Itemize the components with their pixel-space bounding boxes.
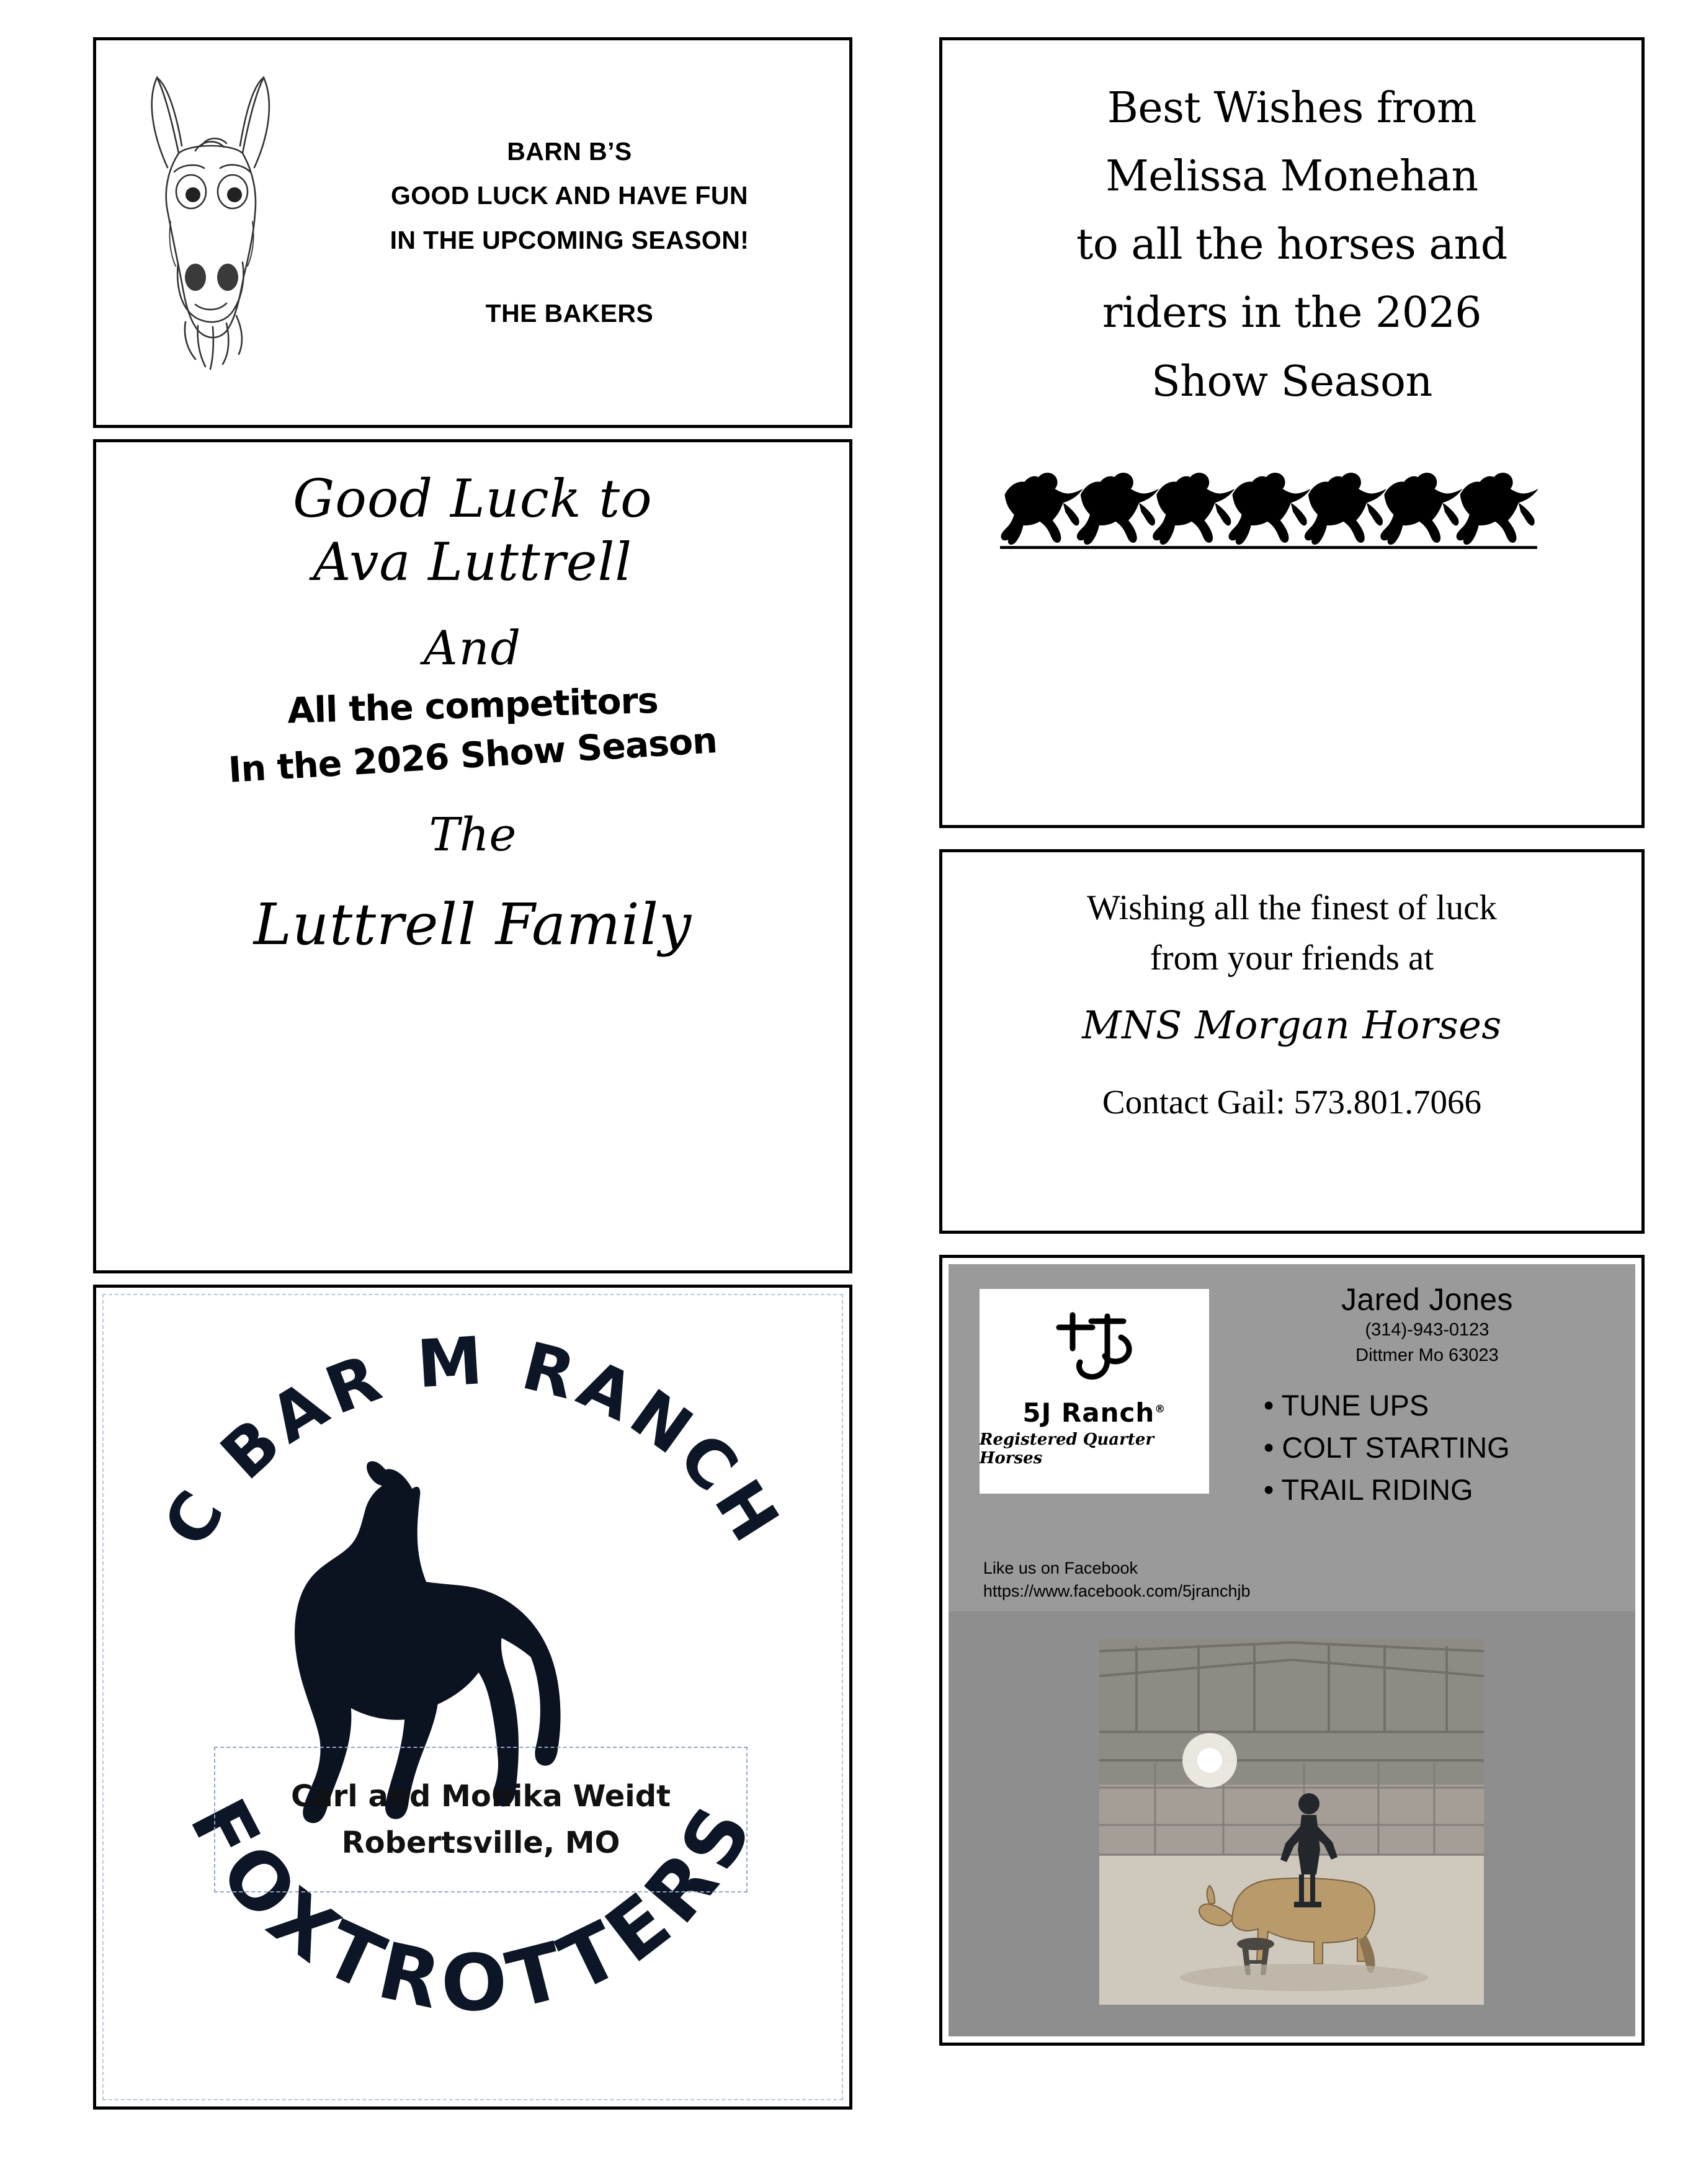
cbarm-location: Robertsville, MO (341, 1825, 620, 1860)
mns-line1: Wishing all the finest of luck (1086, 888, 1497, 927)
luttrell-line2: Ava Luttrell (313, 532, 633, 593)
ad-c-bar-m-ranch (93, 1285, 852, 2110)
ad-luttrell-family (93, 439, 852, 1273)
fivej-logo-name: 5J Ranch® (1022, 1397, 1166, 1428)
fivej-top-panel (949, 1264, 1635, 1611)
fivej-service-item: • TRAIL RIDING (1263, 1473, 1473, 1506)
running-horses-icon (967, 460, 1617, 559)
barn-bs-text-block (313, 130, 837, 336)
donkey-sketch-icon (109, 59, 313, 406)
melissa-text-block (967, 74, 1617, 416)
cbarm-owner-box (214, 1747, 748, 1892)
fivej-city: Dittmer Mo 63023 (1355, 1345, 1499, 1366)
registered-mark-icon: ® (1154, 1403, 1166, 1415)
mns-line2: from your friends at (1150, 938, 1434, 978)
fivej-photo-panel (949, 1611, 1635, 2036)
fivej-contact-name: Jared Jones (1341, 1282, 1513, 1317)
ad-5j-ranch (939, 1255, 1645, 2046)
luttrell-line5: In the 2026 Show Season (227, 720, 718, 791)
ad-melissa-monehan (939, 37, 1645, 828)
barn-bs-line1: BARN B’S (507, 136, 632, 166)
fivej-service-item: • TUNE UPS (1263, 1389, 1429, 1422)
fivej-facebook-block[interactable] (983, 1557, 1251, 1603)
mns-contact: Contact Gail: 573.801.7066 (1102, 1082, 1481, 1121)
cbarm-logo-graphic (96, 1288, 849, 2106)
melissa-line5: Show Season (1151, 357, 1432, 406)
mns-farm-name: MNS Morgan Horses (1082, 1002, 1502, 1048)
barn-bs-line3: IN THE UPCOMING SEASON! (390, 226, 749, 254)
luttrell-line6: The (429, 808, 517, 862)
fivej-logo (980, 1289, 1209, 1494)
fivej-contact-block (1209, 1281, 1623, 1611)
cbarm-owners: Carl and Monika Weidt (290, 1779, 671, 1814)
melissa-line1: Best Wishes from (1107, 84, 1476, 133)
svg-text:FOXTROTTERS: FOXTROTTERS (172, 1785, 774, 2030)
melissa-line2: Melissa Monehan (1105, 152, 1478, 202)
fivej-logo-subtitle: Registered Quarter Horses (979, 1430, 1154, 1468)
luttrell-line1: Good Luck to (293, 468, 653, 529)
fivej-phone: (314)-943-0123 (1365, 1320, 1489, 1340)
luttrell-line3: And (423, 620, 522, 675)
ad-mns-morgan-horses (939, 849, 1645, 1234)
melissa-line4: riders in the 2026 (1102, 288, 1482, 338)
luttrell-line4: All the competitors (287, 680, 659, 732)
fivej-service-item: • COLT STARTING (1263, 1431, 1510, 1464)
spacer (313, 263, 826, 292)
barn-bs-line4: THE BAKERS (485, 298, 654, 328)
fivej-photo (1099, 1639, 1484, 2005)
left-column (93, 37, 852, 2159)
ad-barn-bs (93, 37, 852, 428)
barn-bs-line2: GOOD LUCK AND HAVE FUN (390, 181, 748, 210)
melissa-line3: to all the horses and (1076, 220, 1507, 270)
fivej-facebook-label: Like us on Facebook (983, 1558, 1138, 1577)
svg-text:C BAR M RANCH: C BAR M RANCH (148, 1322, 797, 1559)
right-column (939, 37, 1645, 2159)
fivej-brand-icon (1048, 1300, 1141, 1396)
fivej-services-list (1231, 1384, 1623, 1510)
fivej-facebook-url[interactable]: https://www.facebook.com/5jranchjb (983, 1581, 1251, 1600)
luttrell-line7: Luttrell Family (253, 891, 692, 958)
